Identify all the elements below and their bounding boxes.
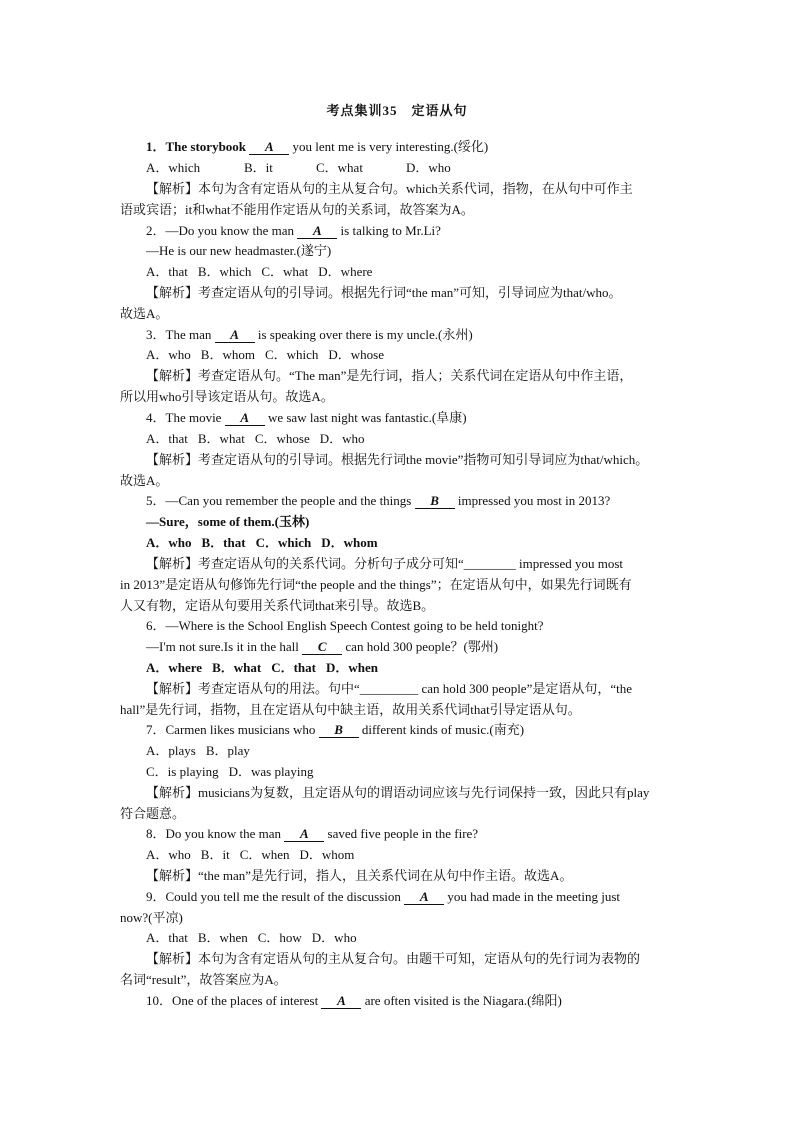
- option: B．when: [197, 930, 248, 945]
- explanation: 【解析】本句为含有定语从句的主从复合句。which关系代词，指物，在从句中可作主: [146, 181, 633, 196]
- question-2-options: [146, 262, 382, 282]
- question-8-stem: [146, 824, 478, 844]
- option: C．whose: [254, 431, 310, 446]
- explanation: 【解析】考查定语从句的关系代词。分析句子成分可知“________ impressed you most: [146, 556, 624, 571]
- stem-text: 4．The movie: [146, 410, 225, 425]
- answer-blank: A: [249, 140, 289, 155]
- explanation: 【解析】考查定语从句的引导词。根据先行词the movie”指物可知引导词应为that/which。: [146, 452, 649, 467]
- option: D．whom: [321, 535, 378, 550]
- option: A．who: [146, 347, 191, 362]
- answer-blank: C: [302, 640, 342, 655]
- option: A．who: [146, 847, 191, 862]
- stem-text: 5．—Can you remember the people and the things: [146, 493, 415, 508]
- stem-text: impressed you most in 2013?: [454, 493, 611, 508]
- option: C．what: [316, 160, 363, 175]
- option: A．who: [146, 535, 192, 550]
- answer-blank: A: [297, 224, 337, 239]
- option: D．was playing: [228, 764, 314, 779]
- answer-blank: A: [284, 827, 324, 842]
- question-3-stem: [146, 325, 473, 345]
- explanation: hall”是先行词，指物，且在定语从句中缺主语，故用关系代词that引导定语从句。: [120, 702, 581, 717]
- explanation: 【解析】musicians为复数，且定语从句的谓语动词应该与先行词保持一致，因此只有play: [146, 785, 650, 800]
- question-7-stem: [146, 720, 524, 740]
- option: D．who: [406, 160, 451, 175]
- option: C．which: [255, 535, 312, 550]
- stem-text: 3．The man: [146, 327, 215, 342]
- answer-blank: A: [215, 328, 255, 343]
- answer-blank: A: [321, 994, 361, 1009]
- stem-text: 8．Do you know the man: [146, 826, 285, 841]
- option: D．who: [319, 431, 365, 446]
- explanation: 故选A。: [120, 473, 169, 488]
- explanation: 名词“result”，故答案应为A。: [120, 972, 287, 987]
- question-5-reply: —Sure，some of them.(玉林): [146, 514, 310, 529]
- option: A．that: [146, 431, 188, 446]
- stem-text: different kinds of music.(南充): [358, 722, 525, 737]
- option: B．it: [200, 847, 230, 862]
- question-7-options-row1: [146, 741, 260, 761]
- stem-text: you had made in the meeting just: [444, 889, 620, 904]
- question-6-reply: [146, 637, 498, 657]
- question-5-options: [146, 533, 388, 553]
- option: C．what: [261, 264, 309, 279]
- answer-blank: B: [319, 723, 359, 738]
- option: D．who: [311, 930, 357, 945]
- question-4-stem: [146, 408, 467, 428]
- explanation: 所以用who引导该定语从句。故选A。: [120, 389, 334, 404]
- explanation: 【解析】考查定语从句的用法。句中“_________ can hold 300 people”是定语从句，“the: [146, 681, 632, 696]
- option: C．how: [257, 930, 302, 945]
- explanation: 【解析】考查定语从句。“The man”是先行词，指人；关系代词在定语从句中作主语，: [146, 368, 633, 383]
- question-2-stem: [146, 221, 441, 241]
- stem-text: can hold 300 people？(鄂州): [342, 639, 499, 654]
- answer-blank: B: [415, 494, 455, 509]
- explanation: 语或宾语；it和what不能用作定语从句的关系词，故答案为A。: [120, 202, 474, 217]
- option: A．that: [146, 264, 188, 279]
- question-9-stem: [146, 887, 620, 907]
- question-2-reply: —He is our new headmaster.(遂宁): [146, 243, 332, 258]
- stem-text: are often visited is the Niagara.(绵阳): [361, 993, 562, 1008]
- option: B．which: [197, 264, 252, 279]
- question-3-options: [146, 345, 394, 365]
- option: C．is playing: [146, 764, 219, 779]
- question-6-options: [146, 658, 388, 678]
- question-5-stem: [146, 491, 610, 511]
- explanation: 故选A。: [120, 306, 169, 321]
- question-9-continuation: now?(平凉): [120, 910, 183, 925]
- answer-blank: A: [225, 411, 265, 426]
- option: C．that: [271, 660, 316, 675]
- stem-text: you lent me is very interesting.(绥化): [289, 139, 489, 154]
- stem-text: saved five people in the fire?: [324, 826, 479, 841]
- explanation: 符合题意。: [120, 806, 186, 821]
- option: B．what: [212, 660, 262, 675]
- option: A．where: [146, 660, 203, 675]
- option: D．where: [318, 264, 373, 279]
- question-1-options: [146, 158, 461, 178]
- option: D．whose: [328, 347, 385, 362]
- stem-text: 9．Could you tell me the result of the discussion: [146, 889, 405, 904]
- explanation: 【解析】考查定语从句的引导词。根据先行词“the man”可知，引导词应为that/who。: [146, 285, 622, 300]
- option: A．that: [146, 930, 188, 945]
- stem-text: 1．The storybook: [146, 139, 250, 154]
- question-4-options: [146, 429, 375, 449]
- option: B．what: [197, 431, 245, 446]
- option: B．that: [201, 535, 246, 550]
- explanation: 人又有物，定语从句要用关系代词that来引导。故选B。: [120, 598, 435, 613]
- answer-blank: A: [404, 890, 444, 905]
- stem-text: 2．—Do you know the man: [146, 223, 298, 238]
- stem-text: 7．Carmen likes musicians who: [146, 722, 319, 737]
- stem-text: we saw last night was fantastic.(阜康): [264, 410, 467, 425]
- explanation: in 2013”是定语从句修饰先行词“the people and the things”；在定语从句中，如果先行词既有: [120, 577, 632, 592]
- explanation: 【解析】“the man”是先行词，指人，且关系代词在从句中作主语。故选A。: [146, 868, 573, 883]
- question-6-stem: 6．—Where is the School English Speech Contest going to be held tonight?: [146, 618, 544, 633]
- option: B．it: [244, 160, 273, 175]
- question-7-options-row2: [146, 762, 323, 782]
- stem-text: —I'm not sure.Is it in the hall: [146, 639, 303, 654]
- question-10-stem: [146, 991, 562, 1011]
- stem-text: is speaking over there is my uncle.(永州): [254, 327, 473, 342]
- option: D．whom: [299, 847, 355, 862]
- stem-text: 10．One of the places of interest: [146, 993, 322, 1008]
- option: B．play: [205, 743, 250, 758]
- option: A．plays: [146, 743, 196, 758]
- explanation: 【解析】本句为含有定语从句的主从复合句。由题干可知，定语从句的先行词为表物的: [146, 951, 641, 966]
- option: C．when: [239, 847, 290, 862]
- option: B．whom: [200, 347, 255, 362]
- option: C．which: [264, 347, 319, 362]
- stem-text: is talking to Mr.Li?: [337, 223, 441, 238]
- page-title: 考点集训35 定语从句: [326, 103, 468, 118]
- option: D．when: [326, 660, 379, 675]
- question-9-options: [146, 928, 367, 948]
- option: A．which: [146, 160, 201, 175]
- question-1-stem: [146, 137, 488, 157]
- question-8-options: [146, 845, 364, 865]
